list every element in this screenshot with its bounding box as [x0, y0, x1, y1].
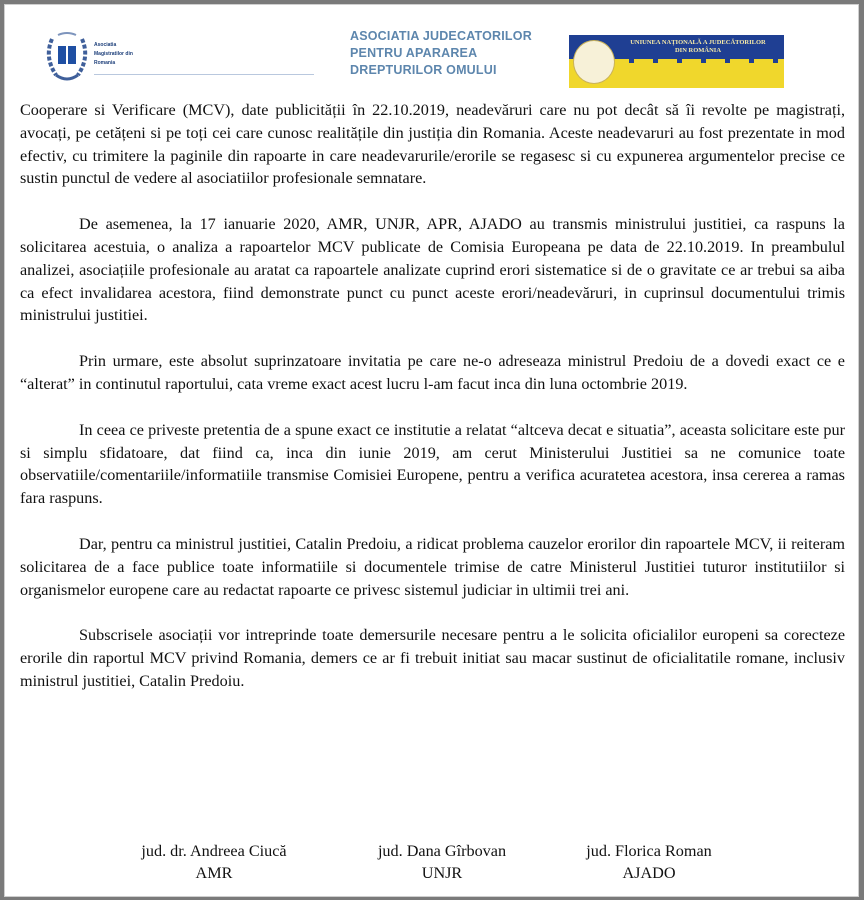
signature-block: [352, 840, 532, 884]
signatory-name: jud. Florica Roman: [586, 842, 712, 860]
amr-tagline: [94, 71, 314, 75]
unjr-logo: [569, 35, 784, 88]
signature-block: [114, 840, 314, 884]
seal-icon: [573, 40, 615, 84]
paragraph: Dar, pentru ca ministrul justitiei, Catalin Predoiu, a ridicat problema cauzelor erorilor din rapoartele MCV, ii reiteram solicitarea de a face publice toate informatiile si documentele trimise de catre Ministerul Justitiei tuturor institutiilor si organismelor europene care au redactat rapoarte ce privesc sistemul judiciar in ultimii trei ani.: [20, 534, 845, 599]
paragraph: Cooperare si Verificare (MCV), date publicității în 22.10.2019, neadevăruri care nu pot decât să îi revolte pe magistrați, avocați, pe cetățeni si pe toți cei care cunosc realitățile din justiția din Romania. Aceste neadevaruri au fost prezentate in mod efectiv, cu trimitere la paginile din rapoarte in care neadevarurile/erorile se regasesc si cu expunerea argumentelor precise ce sustin punctul de vedere al asociatiilor profesionale semnatare.: [20, 101, 845, 188]
paragraph: Prin urmare, este absolut suprinzatoare invitatia pe care ne-o adreseaza ministrul Predoiu de a dovedi exact ce e “alterat” in continutul raportului, cata vreme exact acest lucru l-am facut inca din luna octombrie 2019.: [20, 352, 845, 393]
signatory-name: jud. Dana Gîrbovan: [377, 842, 507, 860]
letterhead: [4, 4, 859, 99]
signatory-org: UNJR: [421, 864, 463, 882]
signatory-org: AMR: [195, 864, 233, 882]
apr-logo: ASOCIATIA JUDECATORILOR PENTRU APARAREA DREPTURILOR OMULUI: [350, 29, 532, 77]
signatory-name: jud. dr. Andreea Ciucă: [141, 842, 287, 860]
signatory-org: AJADO: [622, 864, 676, 882]
amr-logo: [42, 29, 322, 84]
laurel-wreath-icon: [42, 29, 92, 84]
signature-block: [559, 840, 739, 884]
amr-name: Asociatia Magistratilor din Romania: [94, 42, 133, 66]
paragraph: De asemenea, la 17 ianuarie 2020, AMR, UNJR, APR, AJADO au transmis ministrului justitiei, ca raspuns la solicitarea acestuia, o analiza a rapoartelor MCV publicate de Comisia Europeana pe data de 22.10.2019. In preambulul analizei, asociațiile profesionale au aratat ca rapoartele analizate cuprind erori sistematice si de o gravitate ce ar trebui sa aiba ca efect invalidarea acestora, fiind demonstrate punct cu punct aceste erori/neadevăruri, in cuprinsul documentului trimis ministrului justitiei.: [20, 215, 845, 325]
paragraph: In ceea ce priveste pretentia de a spune exact ce institutie a relatat “altceva decat e situatia”, aceasta solicitare este pur si simplu sfidatoare, dat fiind ca, inca din iunie 2019, am cerut Ministerului Justitiei sa ne comunice toate observatiile/comentariile/informatiile transmise Comisiei Europene, pentru a verifica acuratetea acestora, insa cererea a ramas fara raspuns.: [20, 420, 845, 508]
document-page: [4, 4, 859, 897]
paragraph: Subscrisele asociații vor intreprinde toate demersurile necesare pentru a le solicita oficialilor europeni sa corecteze erorile din raportul MCV privind Romania, demers ce ar fi trebuit initiat sau macar sustinut de oficialitatile romane, inclusiv ministrul justitiei, Catalin Predoiu.: [20, 626, 845, 690]
unjr-title: UNIUNEA NAȚIONALĂ A JUDECĂTORILOR DIN ROMÂNIA: [630, 39, 766, 54]
letter-body: [20, 99, 845, 716]
